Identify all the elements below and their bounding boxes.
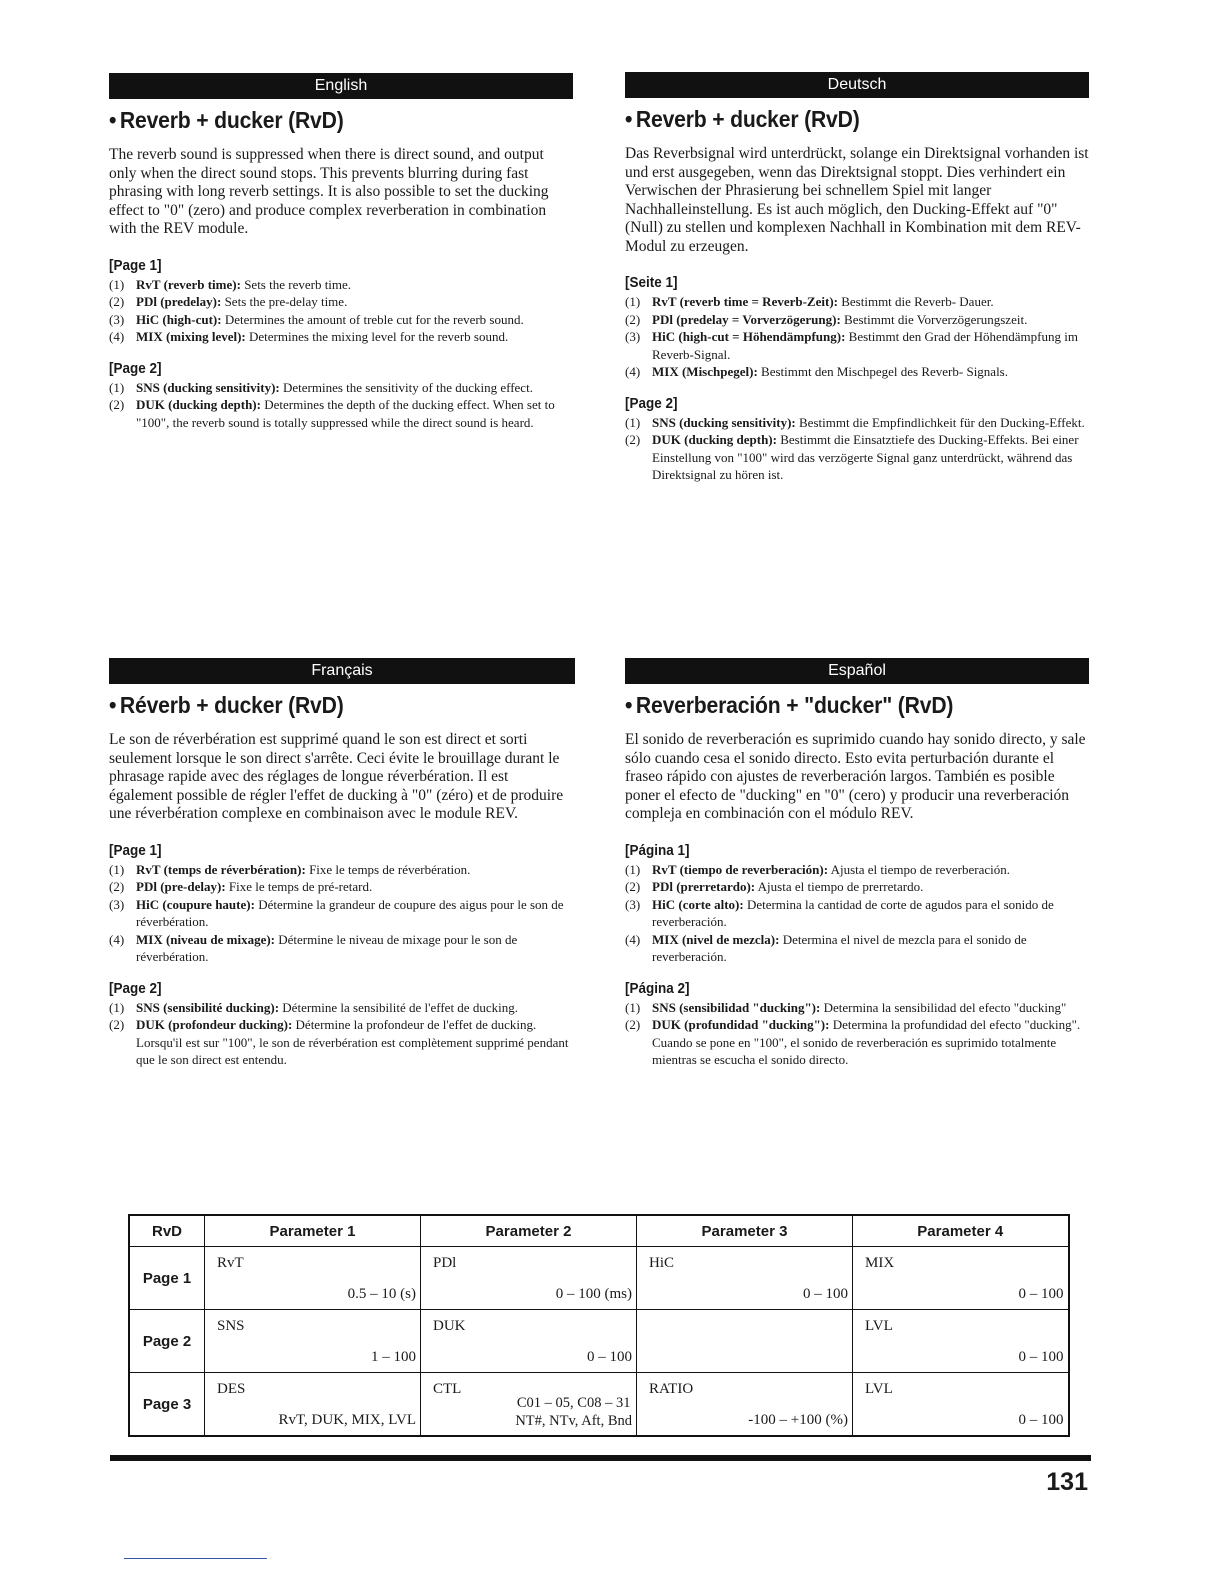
section-francais	[109, 658, 575, 1083]
page-heading: [Page 2]	[109, 979, 162, 997]
table-cell: HiC 0 – 100	[637, 1247, 853, 1310]
list-item: (2) DUK (ducking depth): Bestimmt die Einsatztiefe des Ducking-Effekts. Bei einer Einstellung von "100" wird das verzögerte Signal ganz unterdrückt, während das Direktsignal zu hören ist.	[625, 432, 1079, 482]
page-heading: [Page 1]	[109, 256, 162, 274]
table-header: Parameter 1	[205, 1215, 421, 1247]
section-espanol	[625, 658, 1089, 1083]
intro-paragraph: Das Reverbsignal wird unterdrückt, solange ein Direktsignal vorhanden ist und erst ausgegeben, wenn das Direktsignal stoppt. Dies verhindert ein Verwischen der Phrasierung bei schnellem Spiel mit langer Nachhalleinstellung. Es ist auch möglich, den Ducking-Effekt auf "0" (Null) zu stellen und komplexen Nachhall in Kombination mit dem REV-Modul zu erzeugen.	[625, 145, 1089, 255]
intro-paragraph: El sonido de reverberación es suprimido cuando hay sonido directo, y sale sólo cuando cesa el sonido directo. Esto evita perturbación durante el fraseo rápido con ajustes de reverberación largos. También es posible poner el efecto de "ducking" en "0" (cero) y producir una reverberación compleja en combinación con el módulo REV.	[625, 731, 1086, 822]
language-bar: Français	[109, 658, 575, 684]
parameter-list	[625, 414, 1089, 484]
table-cell: LVL 0 – 100	[853, 1373, 1069, 1437]
list-item: (2) PDl (prerretardo): Ajusta el tiempo de prerretardo.	[625, 879, 924, 894]
parameter-table-wrapper	[128, 1214, 1070, 1437]
parameter-list	[109, 379, 573, 432]
list-item: (2) DUK (profondeur ducking): Détermine la profondeur de l'effet de ducking. Lorsqu'il est sur "100", le son de réverbération est complètement supprimé pendant que le son direct est entendu.	[109, 1017, 569, 1067]
page-number: 131	[1046, 1468, 1088, 1496]
list-item: (4) MIX (nivel de mezcla): Determina el nivel de mezcla para el sonido de reverberación.	[625, 931, 1027, 964]
page-heading: [Page 2]	[109, 359, 162, 377]
list-item: (3) HiC (high-cut): Determines the amount of treble cut for the reverb sound.	[109, 311, 524, 327]
page-heading: [Page 2]	[625, 394, 678, 412]
parameter-list	[109, 861, 575, 966]
table-header: Parameter 3	[637, 1215, 853, 1247]
table-header: Parameter 4	[853, 1215, 1069, 1247]
row-label: Page 3	[129, 1373, 205, 1437]
table-cell: LVL 0 – 100	[853, 1310, 1069, 1373]
table-cell: MIX 0 – 100	[853, 1247, 1069, 1310]
language-bar: Deutsch	[625, 72, 1089, 98]
list-item: (2) PDl (predelay): Sets the pre-delay time.	[109, 294, 348, 309]
list-item: (4) MIX (mixing level): Determines the mixing level for the reverb sound.	[109, 329, 509, 344]
page-heading: [Página 1]	[625, 841, 690, 859]
table-cell: RATIO -100 – +100 (%)	[637, 1373, 853, 1437]
table-header: Parameter 2	[421, 1215, 637, 1247]
table-cell: DES RvT, DUK, MIX, LVL	[205, 1373, 421, 1437]
bottom-divider	[124, 1558, 267, 1559]
page-heading: [Page 1]	[109, 841, 162, 859]
list-item: (1) SNS (ducking sensitivity): Bestimmt die Empfindlichkeit für den Ducking-Effekt.	[625, 414, 1085, 430]
table-cell: SNS 1 – 100	[205, 1310, 421, 1373]
bullet-icon: •	[625, 106, 633, 132]
list-item: (4) MIX (Mischpegel): Bestimmt den Mischpegel des Reverb- Signals.	[625, 364, 1008, 379]
table-header: RvD	[129, 1215, 205, 1247]
list-item: (4) MIX (niveau de mixage): Détermine le niveau de mixage pour le son de réverbération.	[109, 931, 518, 964]
table-cell: RvT 0.5 – 10 (s)	[205, 1247, 421, 1310]
parameter-list	[109, 999, 575, 1069]
page-heading: [Seite 1]	[625, 274, 678, 291]
parameter-list	[625, 861, 1089, 966]
table-header-row	[129, 1215, 1069, 1247]
list-item: (1) RvT (temps de réverbération): Fixe le temps de réverbération.	[109, 861, 471, 877]
row-label: Page 2	[129, 1310, 205, 1373]
list-item: (2) DUK (ducking depth): Determines the depth of the ducking effect. When set to "100", the reverb sound is totally suppressed while the direct sound is heard.	[109, 397, 555, 430]
language-bar: Español	[625, 658, 1089, 684]
list-item: (1) SNS (ducking sensitivity): Determines the sensitivity of the ducking effect.	[109, 379, 533, 395]
table-cell: PDl 0 – 100 (ms)	[421, 1247, 637, 1310]
parameter-list	[625, 293, 1089, 381]
list-item: (3) HiC (high-cut = Höhendämpfung): Bestimmt den Grad der Höhendämpfung im Reverb-Signal.	[625, 329, 1078, 362]
list-item: (2) DUK (profundidad "ducking"): Determina la profundidad del efecto "ducking". Cuando se pone en "100", el sonido de reverberación es suprimido totalmente mientras se escucha el sonido directo.	[625, 1017, 1081, 1067]
section-title: • Réverb + ducker (RvD)	[109, 692, 344, 718]
list-item: (1) SNS (sensibilité ducking): Détermine la sensibilité de l'effet de ducking.	[109, 999, 518, 1015]
intro-paragraph: Le son de réverbération est supprimé quand le son est direct et sorti seulement lorsque le son direct s'arrête. Ceci évite le brouillage durant le phrasage rapide avec des réglages de longue réverbération. Il est également possible de régler l'effet de ducking à "0" (zéro) et de produire une réverbération complexe en combinaison avec le module REV.	[109, 731, 564, 822]
section-english	[109, 73, 573, 445]
list-item: (2) PDl (pre-delay): Fixe le temps de pré-retard.	[109, 879, 373, 894]
list-item: (1) RvT (reverb time): Sets the reverb time.	[109, 276, 352, 292]
list-item: (1) SNS (sensibilidad "ducking"): Determina la sensibilidad del efecto "ducking"	[625, 999, 1067, 1015]
section-title: • Reverberación + "ducker" (RvD)	[625, 692, 954, 718]
parameter-list	[109, 276, 573, 346]
page-heading: [Página 2]	[625, 979, 690, 997]
intro-paragraph: The reverb sound is suppressed when there is direct sound, and output only when the direct sound stops. This prevents blurring during fast phrasing with long reverb settings. It is also possible to set the ducking effect to "0" (zero) and produce complex reverberation in combination with the REV module.	[109, 146, 549, 237]
parameter-list	[625, 999, 1089, 1069]
footer-rule	[110, 1455, 1091, 1461]
list-item: (1) RvT (tiempo de reverberación): Ajusta el tiempo de reverberación.	[625, 861, 1010, 877]
section-deutsch	[625, 72, 1089, 498]
parameter-table	[128, 1214, 1070, 1437]
table-row	[129, 1247, 1069, 1310]
bullet-icon: •	[625, 692, 633, 718]
list-item: (2) PDl (predelay = Vorverzögerung): Bestimmt die Vorverzögerungszeit.	[625, 311, 1028, 327]
table-cell: CTL C01 – 05, C08 – 31 NT#, NTv, Aft, Bnd	[421, 1373, 637, 1437]
table-cell	[637, 1310, 853, 1373]
section-title: • Reverb + ducker (RvD)	[109, 107, 344, 133]
row-label: Page 1	[129, 1247, 205, 1310]
bullet-icon: •	[109, 107, 117, 133]
list-item: (3) HiC (coupure haute): Détermine la grandeur de coupure des aigus pour le son de réverbération.	[109, 896, 564, 929]
section-title: • Reverb + ducker (RvD)	[625, 106, 860, 132]
table-row	[129, 1373, 1069, 1437]
list-item: (1) RvT (reverb time = Reverb-Zeit): Bestimmt die Reverb- Dauer.	[625, 294, 994, 309]
table-cell: DUK 0 – 100	[421, 1310, 637, 1373]
table-row	[129, 1310, 1069, 1373]
list-item: (3) HiC (corte alto): Determina la cantidad de corte de agudos para el sonido de reverberación.	[625, 896, 1054, 929]
language-bar: English	[109, 73, 573, 99]
bullet-icon: •	[109, 692, 117, 718]
